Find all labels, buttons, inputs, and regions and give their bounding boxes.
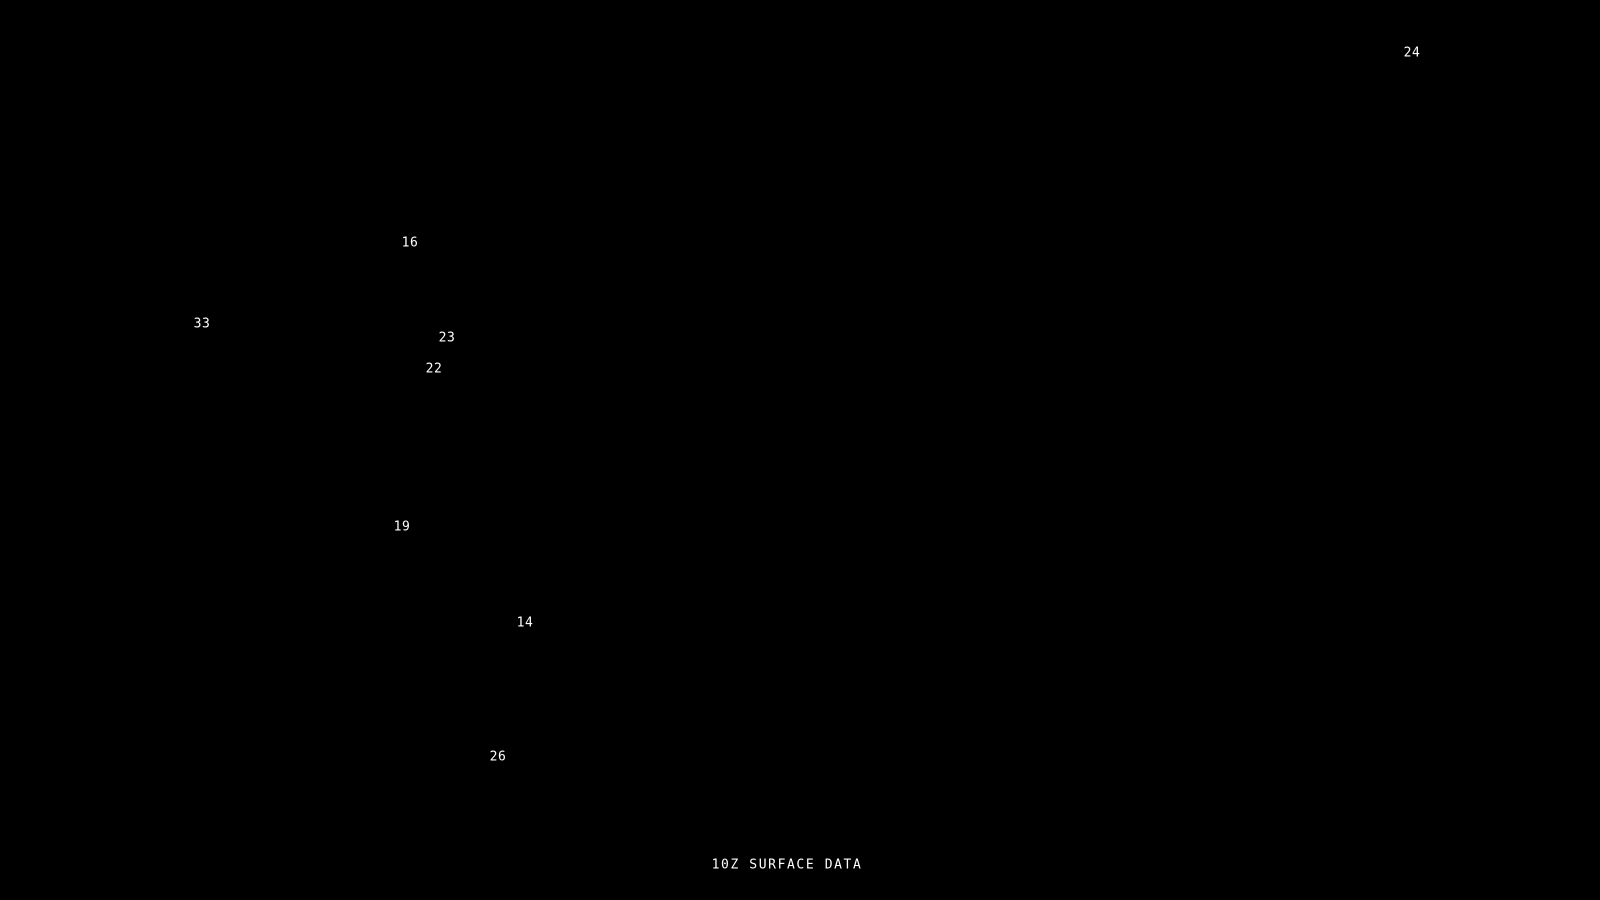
station-observation: 14 (516, 615, 534, 631)
station-observation: 22 (425, 361, 443, 377)
station-observation: 33 (193, 316, 211, 332)
station-observation: 23 (438, 330, 456, 346)
station-observation: 24 (1403, 45, 1421, 61)
station-observation: 16 (401, 235, 419, 251)
map-caption: 10Z SURFACE DATA (711, 857, 863, 873)
station-observation: 26 (489, 749, 507, 765)
station-observation: 19 (393, 519, 411, 535)
